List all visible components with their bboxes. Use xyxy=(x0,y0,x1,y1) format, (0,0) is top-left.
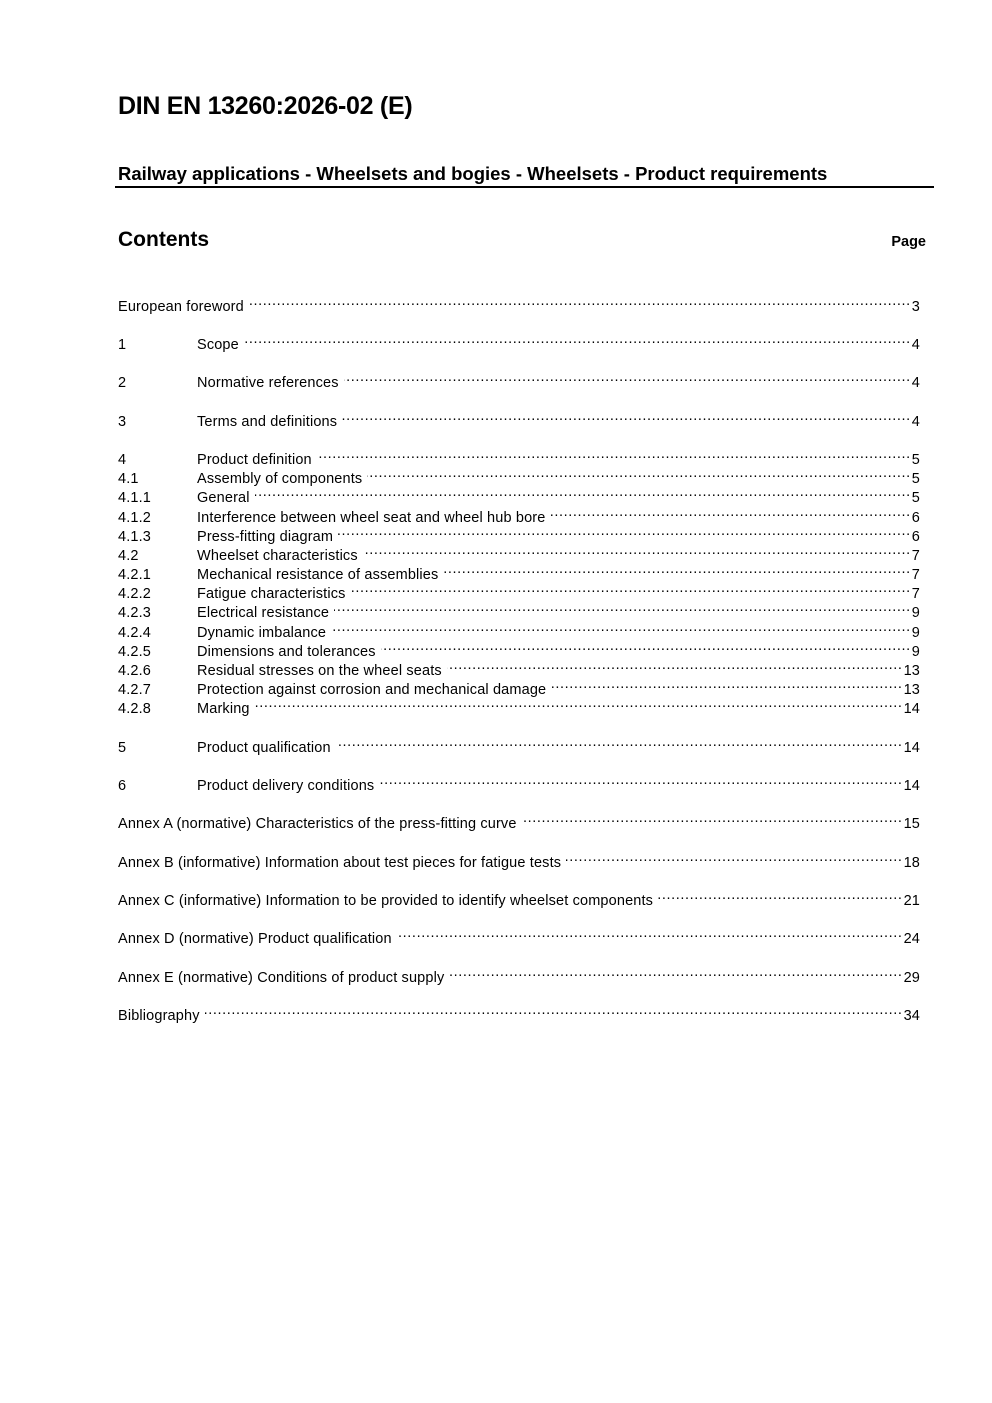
toc-entry[interactable] xyxy=(118,483,920,506)
toc-entry-label: Mechanical resistance of assemblies xyxy=(197,567,439,583)
toc-entry[interactable] xyxy=(118,598,920,621)
toc-dot-leader xyxy=(447,656,903,675)
toc-entry-page: 5 xyxy=(911,471,920,487)
toc-entry-label: Annex E (normative) Conditions of product supply xyxy=(118,970,445,986)
toc-entry[interactable] xyxy=(118,771,920,794)
toc-dot-leader xyxy=(338,522,911,541)
toc-dot-leader xyxy=(566,848,902,867)
toc-dot-leader xyxy=(381,637,911,656)
toc-entry-page: 18 xyxy=(903,855,920,871)
toc-entry-number: 4 xyxy=(118,452,127,468)
toc-entry-page: 7 xyxy=(911,567,920,583)
toc-entry-number: 4.2.8 xyxy=(118,701,151,717)
toc-entry[interactable] xyxy=(118,503,920,526)
toc-dot-leader xyxy=(363,541,911,560)
toc-entry[interactable] xyxy=(118,445,920,468)
toc-dot-leader xyxy=(249,292,911,311)
toc-entry-number: 4.1.3 xyxy=(118,529,151,545)
toc-entry-label: Assembly of components xyxy=(197,471,363,487)
toc-dot-leader xyxy=(550,503,910,522)
toc-entry-page: 5 xyxy=(911,452,920,468)
toc-dot-leader xyxy=(334,598,911,617)
toc-entry-label: Protection against corrosion and mechanical damage xyxy=(197,682,547,698)
toc-dot-leader xyxy=(317,445,911,464)
table-of-contents xyxy=(118,0,920,1403)
toc-entry[interactable] xyxy=(118,541,920,564)
toc-dot-leader xyxy=(522,809,903,828)
toc-entry-label: Normative references xyxy=(197,375,339,391)
toc-entry-page: 6 xyxy=(911,510,920,526)
toc-entry-number: 3 xyxy=(118,414,127,430)
toc-entry-number: 2 xyxy=(118,375,127,391)
toc-entry-label: Dynamic imbalance xyxy=(197,625,327,641)
toc-entry[interactable] xyxy=(118,618,920,641)
toc-entry-number: 4.2.5 xyxy=(118,644,151,660)
toc-entry-page: 14 xyxy=(903,701,920,717)
toc-entry-label: Annex B (informative) Information about test pieces for fatigue tests xyxy=(118,855,562,871)
toc-entry-page: 24 xyxy=(903,931,920,947)
toc-entry-page: 21 xyxy=(903,893,920,909)
toc-entry-page: 15 xyxy=(903,816,920,832)
toc-entry[interactable] xyxy=(118,407,920,430)
toc-entry-number: 5 xyxy=(118,740,127,756)
toc-entry-number: 4.2.3 xyxy=(118,605,151,621)
toc-dot-leader xyxy=(244,330,911,349)
toc-entry[interactable] xyxy=(118,579,920,602)
toc-entry-label: Bibliography xyxy=(118,1008,200,1024)
toc-dot-leader xyxy=(367,464,910,483)
toc-entry-number: 4.2.4 xyxy=(118,625,151,641)
toc-entry[interactable] xyxy=(118,963,920,986)
toc-entry-page: 4 xyxy=(911,414,920,430)
toc-entry-page: 9 xyxy=(911,605,920,621)
toc-entry-number: 4.1.1 xyxy=(118,490,151,506)
toc-entry-number: 4.2.1 xyxy=(118,567,151,583)
page-column-heading: Page xyxy=(891,234,926,250)
toc-dot-leader xyxy=(342,407,911,426)
toc-entry-page: 3 xyxy=(911,299,920,315)
toc-entry-number: 4.2 xyxy=(118,548,139,564)
toc-entry-label: Product definition xyxy=(197,452,312,468)
toc-entry[interactable] xyxy=(118,330,920,353)
toc-entry-label: Electrical resistance xyxy=(197,605,330,621)
toc-dot-leader xyxy=(658,886,902,905)
toc-entry-number: 4.1 xyxy=(118,471,139,487)
toc-entry-page: 5 xyxy=(911,490,920,506)
toc-entry[interactable] xyxy=(118,368,920,391)
toc-entry-page: 29 xyxy=(903,970,920,986)
toc-entry-label: European foreword xyxy=(118,299,244,315)
toc-entry[interactable] xyxy=(118,733,920,756)
toc-entry-page: 14 xyxy=(903,778,920,794)
toc-entry[interactable] xyxy=(118,522,920,545)
toc-dot-leader xyxy=(255,483,911,502)
toc-entry[interactable] xyxy=(118,694,920,717)
toc-entry-label: Wheelset characteristics xyxy=(197,548,358,564)
toc-dot-leader xyxy=(449,963,902,982)
toc-entry-page: 13 xyxy=(903,663,920,679)
toc-entry-label: Annex A (normative) Characteristics of the press-fitting curve xyxy=(118,816,517,832)
toc-entry-page: 7 xyxy=(911,548,920,564)
toc-entry-label: Fatigue characteristics xyxy=(197,586,346,602)
toc-entry[interactable] xyxy=(118,924,920,947)
toc-dot-leader xyxy=(255,694,903,713)
toc-entry-page: 4 xyxy=(911,337,920,353)
toc-dot-leader xyxy=(443,560,910,579)
toc-entry-page: 14 xyxy=(903,740,920,756)
toc-entry[interactable] xyxy=(118,560,920,583)
toc-entry-label: Marking xyxy=(197,701,250,717)
toc-entry[interactable] xyxy=(118,809,920,832)
toc-entry[interactable] xyxy=(118,464,920,487)
toc-entry[interactable] xyxy=(118,637,920,660)
toc-entry[interactable] xyxy=(118,848,920,871)
toc-entry-page: 13 xyxy=(903,682,920,698)
toc-entry-number: 4.2.6 xyxy=(118,663,151,679)
toc-entry-label: Interference between wheel seat and wheel hub bore xyxy=(197,510,546,526)
toc-entry-number: 4.1.2 xyxy=(118,510,151,526)
toc-dot-leader xyxy=(379,771,902,790)
toc-dot-leader xyxy=(351,579,911,598)
toc-dot-leader xyxy=(344,368,911,387)
document-title: Railway applications - Wheelsets and bogies - Wheelsets - Product requirements xyxy=(118,163,828,184)
toc-dot-leader xyxy=(551,675,902,694)
toc-entry-page: 6 xyxy=(911,529,920,545)
toc-dot-leader xyxy=(336,733,903,752)
document-id: DIN EN 13260:2026-02 (E) xyxy=(118,92,413,120)
toc-entry[interactable] xyxy=(118,656,920,679)
toc-entry-page: 9 xyxy=(911,625,920,641)
toc-entry[interactable] xyxy=(118,675,920,698)
toc-entry-label: Dimensions and tolerances xyxy=(197,644,376,660)
toc-entry-page: 9 xyxy=(911,644,920,660)
toc-entry-label: Press-fitting diagram xyxy=(197,529,334,545)
contents-heading: Contents xyxy=(118,228,209,251)
toc-entry-label: Product delivery conditions xyxy=(197,778,375,794)
toc-entry-label: General xyxy=(197,490,250,506)
toc-entry[interactable] xyxy=(118,1001,920,1024)
toc-entry-number: 6 xyxy=(118,778,127,794)
toc-dot-leader xyxy=(205,1001,903,1020)
toc-entry-label: Product qualification xyxy=(197,740,331,756)
toc-entry-label: Scope xyxy=(197,337,239,353)
toc-entry-page: 7 xyxy=(911,586,920,602)
toc-entry-label: Terms and definitions xyxy=(197,414,338,430)
toc-entry-number: 4.2.2 xyxy=(118,586,151,602)
toc-entry-number: 1 xyxy=(118,337,127,353)
toc-entry[interactable] xyxy=(118,292,920,315)
toc-entry-label: Annex D (normative) Product qualification xyxy=(118,931,392,947)
toc-entry-page: 34 xyxy=(903,1008,920,1024)
toc-dot-leader xyxy=(397,924,903,943)
toc-dot-leader xyxy=(331,618,911,637)
toc-entry-number: 4.2.7 xyxy=(118,682,151,698)
toc-entry[interactable] xyxy=(118,886,920,909)
toc-entry-label: Residual stresses on the wheel seats xyxy=(197,663,442,679)
toc-entry-page: 4 xyxy=(911,375,920,391)
toc-entry-label: Annex C (informative) Information to be provided to identify wheelset components xyxy=(118,893,654,909)
